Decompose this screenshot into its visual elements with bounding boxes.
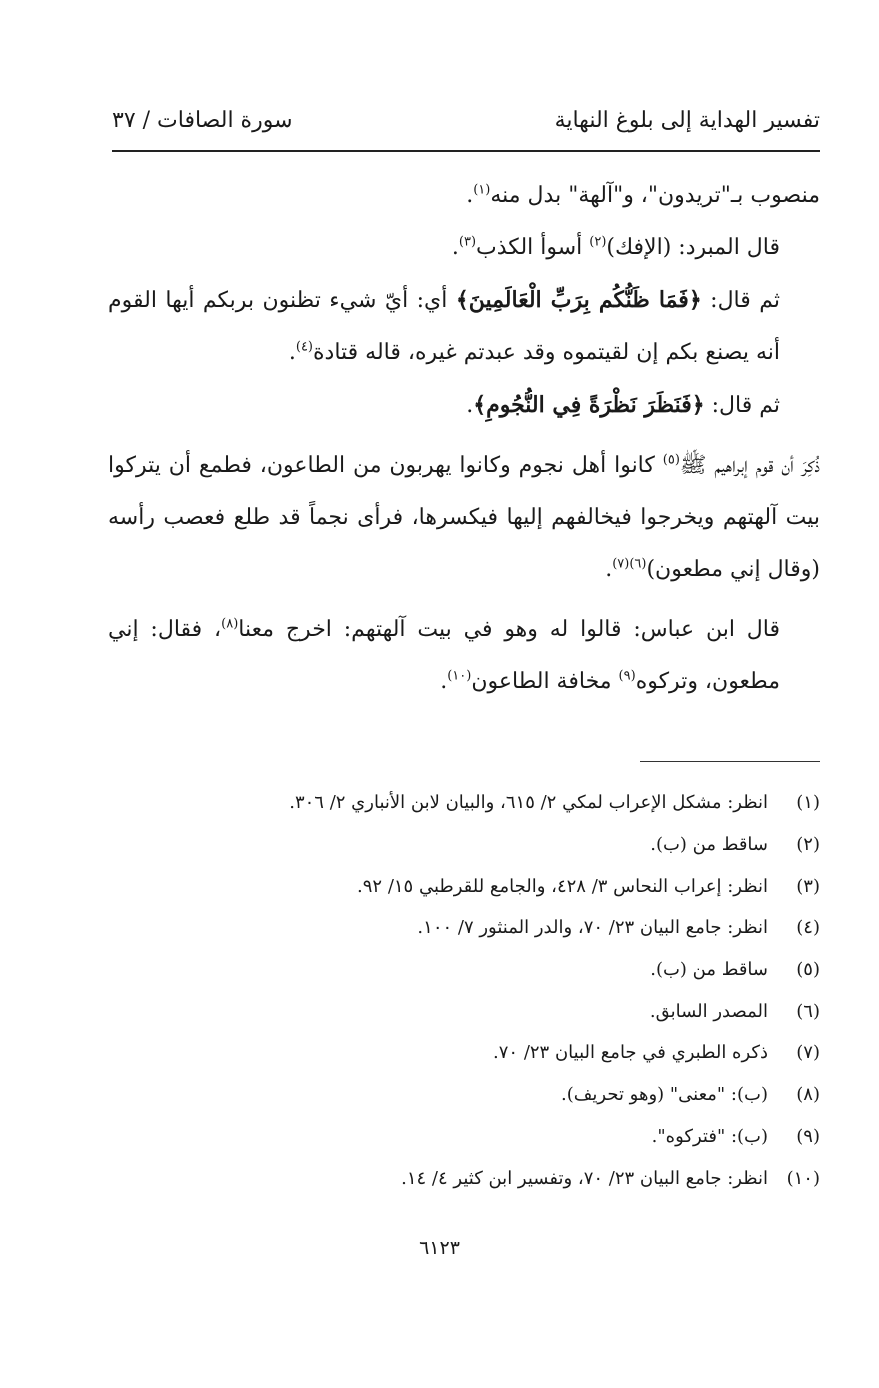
main-text [108,170,820,708]
paragraph-1 [108,170,820,222]
quran-verse: ﴿فَمَا ظَنُّكُم بِرَبِّ الْعَالَمِينَ﴾ [455,287,702,313]
footnote-number: (١) [796,792,820,814]
paragraph-text: قال المبرد: (الإفك) [606,235,780,260]
footnote-ref-4: (٤) [295,339,313,355]
paragraph-end: . [605,557,613,582]
footnote-number: (٩) [796,1125,820,1147]
footnote-ref-10: (١٠) [447,668,472,684]
footnote [150,1032,820,1074]
paragraph-end: . [466,183,474,208]
paragraph-text: ثم قال: [704,393,780,418]
footnote [150,990,820,1032]
footnote [150,1157,820,1199]
footnote-number: (١٠) [786,1167,820,1189]
running-header [112,108,820,148]
footnotes [150,782,820,1199]
page-number: ٦١٢٣ [419,1237,460,1259]
footnote [150,782,820,824]
footnote-text: انظر: جامع البيان ٢٣/ ٧٠، والدر المنثور ٧/ ١٠٠. [417,917,768,939]
footnote-number: (٥) [796,959,820,981]
footnote-number: (٣) [796,875,820,897]
footnote-ref-8: (٨) [221,616,239,632]
footnote [150,865,820,907]
paragraph-2 [108,222,820,274]
footnote-text: انظر: إعراب النحاس ٣/ ٤٢٨، والجامع للقرطبي ١٥/ ٩٢. [357,875,768,897]
footnote-text: (ب): "فتركوه". [651,1125,768,1147]
paragraph-6 [108,604,820,708]
footnote-number: (٦) [796,1000,820,1022]
footnote-text: ذكره الطبري في جامع البيان ٢٣/ ٧٠. [493,1042,768,1064]
footnote-number: (٢) [796,834,820,856]
quran-verse: ﴿فَنَظَرَ نَظْرَةً فِي النُّجُومِ﴾ [473,392,705,418]
header-rule [112,150,820,152]
footnote-ref-1: (١) [473,182,491,198]
footnote-text: ساقط من (ب). [650,834,768,856]
paragraph-text: مخافة الطاعون [471,669,619,694]
footnote-text: (ب): "معنى" (وهو تحريف). [561,1084,768,1106]
paragraph-text: ثم قال: [701,288,780,313]
paragraph-5 [108,440,820,596]
footnote [150,1074,820,1116]
footnote-ref-6-7: (٦)(٧) [612,556,647,572]
footnote-ref-5: (٥) [662,452,680,468]
footnote [150,949,820,991]
paragraph-text: كانوا أهل نجوم وكانوا يهربون من الطاعون، فطمع أن يتركوا بيت آلهتهم ويخرجوا فيخالفهم إليها فيكسرها، فرأى نجماً قد طلع فعصب رأسه (وقال إني مطعون) [108,453,820,582]
paragraph-3 [108,274,820,379]
footnote-number: (٧) [796,1042,820,1064]
footnote-text: انظر: جامع البيان ٢٣/ ٧٠، وتفسير ابن كثير ٤/ ١٤. [401,1167,768,1189]
footnote-text: المصدر السابق. [649,1000,768,1022]
paragraph-text: ، فقال: إني مطعون، وتركوه [108,617,780,694]
footnote [150,1116,820,1158]
footnote-separator [640,761,820,762]
footnote-number: (٨) [796,1084,820,1106]
footnote-number: (٤) [796,917,820,939]
footnote-text: ساقط من (ب). [650,959,768,981]
paragraph-text: أسوأ الكذب [476,235,590,260]
footnote-ref-2: (٢) [589,234,607,250]
paragraph-text: قال ابن عباس: قالوا له وهو في بيت آلهتهم: اخرج معنا [238,617,780,642]
paragraph-text: منصوب بـ"تريدون"، و"آلهة" بدل منه [490,183,820,208]
paragraph-end: . [288,340,296,365]
footnote-ref-9: (٩) [618,668,636,684]
footnote-ref-3: (٣) [458,234,477,250]
paragraph-end: . [440,669,448,694]
footnote [150,824,820,866]
footnote [150,907,820,949]
book-title: تفسير الهداية إلى بلوغ النهاية [554,108,820,133]
paragraph-4 [108,379,820,432]
paragraph-end: . [466,393,474,418]
surah-title: سورة الصافات / ٣٧ [112,108,293,133]
paragraph-text: ذُكِرَ أن قوم إبراهيم ﷺ [679,453,820,478]
paragraph-end: . [451,235,459,260]
paragraph-text: أي: أيّ شيء تظنون بربكم أيها القوم أنه يصنع بكم إن لقيتموه وقد عبدتم غيره، قاله قتادة [108,288,780,365]
footnote-text: انظر: مشكل الإعراب لمكي ٢/ ٦١٥، والبيان لابن الأنباري ٢/ ٣٠٦. [289,792,768,814]
